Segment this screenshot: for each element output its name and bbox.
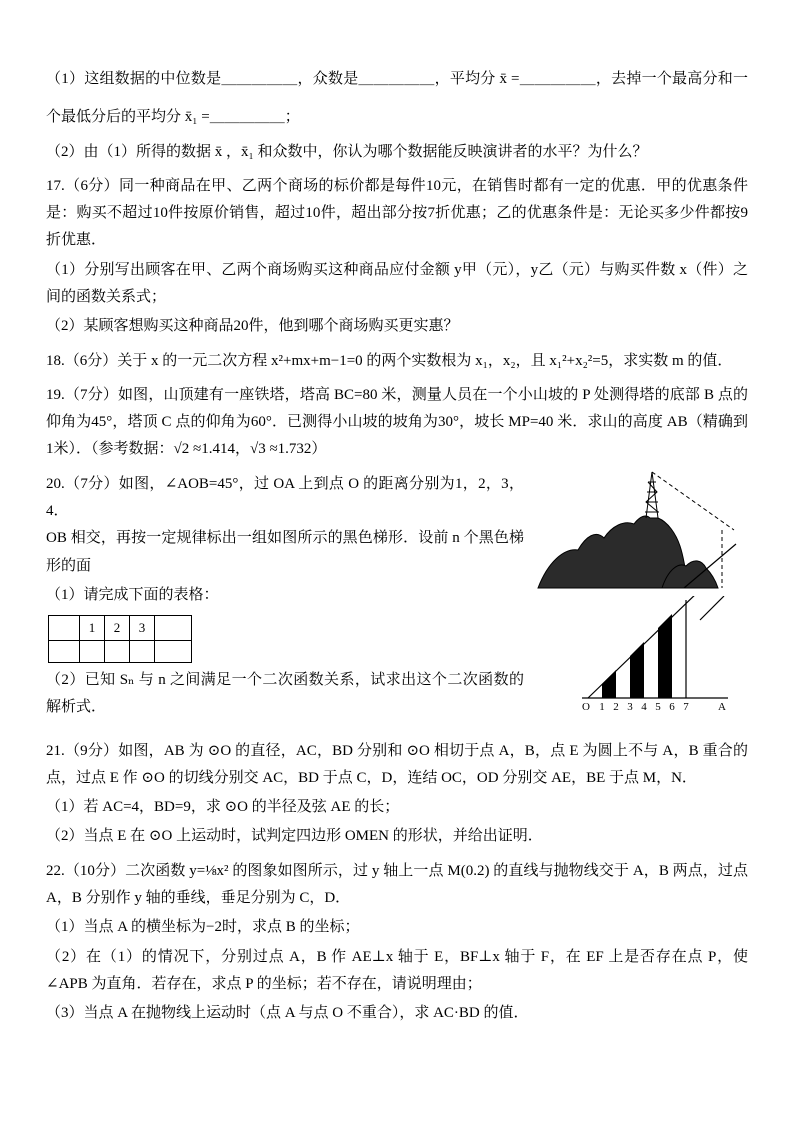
q17-part2-text: （2）某顾客想购买这种商品20件，他到哪个商场购买更实惠？ — [46, 318, 459, 335]
q20-table — [48, 615, 192, 663]
tower-icon — [645, 472, 659, 518]
axis-label-5: 5 — [655, 700, 661, 713]
axis-label-A: A — [718, 700, 726, 713]
table-row — [49, 616, 192, 641]
axis-label-7: 7 — [683, 700, 689, 713]
q21-text: 21.（9分）如图，AB 为 ⊙O 的直径，AC，BD 分别和 ⊙O 相切于点 A，B，点 E 为圆上不与 A，B 重合的点，过点 E 作 ⊙O 的切线分别交 AC，BD 于点 C，D，连结 OC，OD 分别交 AE，BE 于点 M，N． — [46, 742, 748, 786]
q21-part2-text: （2）当点 E 在 ⊙O 上运动时，试判定四边形 OMEN 的形状，并给出证明． — [46, 828, 543, 845]
q20-part2-text: （2）已知 Sₙ 与 n 之间满足一个二次函数关系，试求出这个二次函数的解析式． — [46, 671, 524, 716]
axis-label-1: 1 — [599, 700, 605, 713]
q22-part2-text: （2）在（1）的情况下，分别过点 A，B 作 AE⊥x 轴于 E，BF⊥x 轴于 F，在 EF 上是否存在点 P，使 ∠APB 为直角．若存在，求点 P 的坐标；若不存在，请说明理由； — [46, 948, 748, 992]
table-cell — [49, 640, 80, 662]
trapezoid-figure — [578, 596, 748, 716]
q20-line1-text: 20.（7分）如图，∠AOB=45°，过 OA 上到点 O 的距离分别为1，2，3，4． — [46, 475, 524, 520]
axis-label-4: 4 — [641, 700, 647, 713]
q17-text: 17.（6分）同一种商品在甲、乙两个商场的标价都是每件10元，在销售时都有一定的优惠．甲的优惠条件是：购买不超过10件按原价销售，超过10件，超出部分按7折优惠；乙的优惠条件是：无论买多少件都按9折优惠． — [46, 177, 748, 249]
q22-text: 22.（10分）二次函数 y=⅛x² 的图象如图所示，过 y 轴上一点 M(0.2) 的直线与抛物线交于 A，B 两点，过点 A，B 分别作 y 轴的垂线，垂足分别为 C，D． — [46, 862, 748, 906]
table-cell — [49, 616, 80, 641]
table-cell: 2 — [105, 616, 130, 641]
axis-label-3: 3 — [627, 700, 633, 713]
table-cell — [130, 640, 155, 662]
q16-part1-text: （1）这组数据的中位数是＿＿＿＿＿，众数是＿＿＿＿＿，平均分 x̄ =＿＿＿＿＿，去掉一个最高分和一个最低分后的平均分 x̄₁ =＿＿＿＿＿； — [46, 71, 748, 126]
axis-label-6: 6 — [669, 700, 675, 713]
table-cell — [155, 640, 192, 662]
table-cell: 3 — [130, 616, 155, 641]
black-trapezoid-2 — [630, 642, 644, 698]
q22-part3-text: （3）当点 A 在抛物线上运动时（点 A 与点 O 不重合），求 AC·BD 的值． — [46, 1005, 529, 1022]
axis-label-2: 2 — [613, 700, 619, 713]
black-trapezoid-1 — [602, 670, 616, 698]
mountain-silhouette — [538, 516, 688, 588]
axis-label-O: O — [582, 700, 590, 713]
q20-line2-text: OB 相交，再按一定规律标出一组如图所示的黑色梯形．设前 n 个黑色梯形的面 — [46, 530, 524, 574]
q17-part1-text: （1）分别写出顾客在甲、乙两个商场购买这种商品应付金额 y甲（元），y乙（元）与购买件数 x（件）之间的函数关系式； — [46, 261, 748, 305]
q22-part1-text: （1）当点 A 的横坐标为−2时，求点 B 的坐标； — [46, 919, 360, 936]
q20-part1-text: （1）请完成下面的表格： — [46, 586, 219, 603]
q21-part1-text: （1）若 AC=4，BD=9，求 ⊙O 的半径及弦 AE 的长； — [46, 799, 400, 816]
figures-column — [534, 466, 748, 716]
table-cell — [80, 640, 105, 662]
mountain-tower-figure — [534, 466, 739, 594]
table-cell — [155, 616, 192, 641]
black-trapezoid-3 — [658, 614, 672, 698]
table-cell: 1 — [80, 616, 105, 641]
table-row — [49, 640, 192, 662]
table-cell — [105, 640, 130, 662]
q18-text: 18.（6分）关于 x 的一元二次方程 x²+mx+m−1=0 的两个实数根为 x₁，x₂，且 x₁²+x₂²=5，求实数 m 的值． — [46, 352, 733, 369]
q16-part2-text: （2）由（1）所得的数据 x̄ ，x̄₁ 和众数中，你认为哪个数据能反映演讲者的水平？为什么？ — [46, 143, 648, 160]
q19-text: 19.（7分）如图，山顶建有一座铁塔，塔高 BC=80 米，测量人员在一个小山坡的 P 处测得塔的底部 B 点的仰角为45°，塔顶 C 点的仰角为60°．已测得小山坡的坡角为30°，坡长 MP=40 米．求山的高度 AB（精确到1米）．（参考数据：√2 ≈1.414，√3 ≈1.732） — [46, 386, 748, 458]
parallel-segment — [700, 596, 724, 620]
